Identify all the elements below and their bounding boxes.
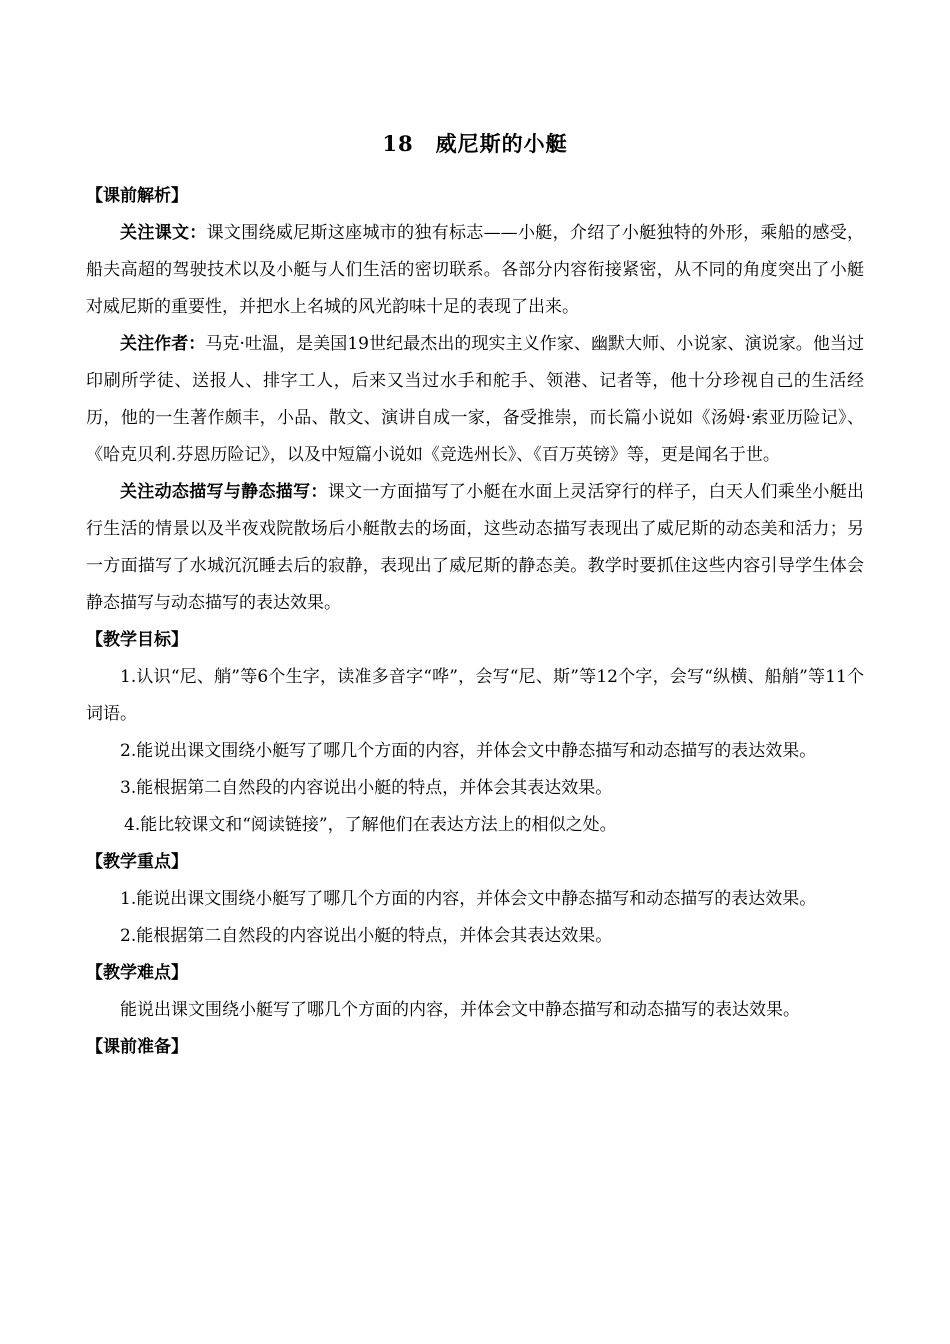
paragraph-description-focus — [86, 474, 864, 622]
section-heading-goals: 【教学目标】 — [86, 630, 188, 650]
label-description-focus: 关注动态描写与静态描写： — [120, 482, 328, 502]
description-focus-content: 课文一方面描写了小艇在水面上灵活穿行的样子，白天人们乘坐小艇出行生活的情景以及半夜戏院散场后小艇散去的场面，这些动态描写表现出了威尼斯的动态美和活力；另一方面描写了水城沉沉睡去后的寂静，表现出了威尼斯的静态美。教学时要抓住这些内容引导学生体会静态描写与动态描写的表达效果。 — [86, 482, 865, 613]
goal-item: 3.能根据第二自然段的内容说出小艇的特点，并体会其表达效果。 — [120, 778, 613, 798]
text-focus-content: 课文围绕威尼斯这座城市的独有标志——小艇，介绍了小艇独特的外形，乘船的感受，船夫高超的驾驶技术以及小艇与人们生活的密切联系。各部分内容衔接紧密，从不同的角度突出了小艇对威尼斯的重要性，并把水上名城的风光韵味十足的表现了出来。 — [86, 223, 865, 317]
goal-item: 2.能说出课文围绕小艇写了哪几个方面的内容，并体会文中静态描写和动态描写的表达效果。 — [120, 741, 817, 761]
key-point-item: 2.能根据第二自然段的内容说出小艇的特点，并体会其表达效果。 — [120, 926, 613, 946]
paragraph-text-focus — [86, 215, 864, 326]
label-author-focus: 关注作者： — [120, 334, 206, 354]
section-heading-preparation: 【课前准备】 — [86, 1037, 188, 1057]
key-point-item: 1.能说出课文围绕小艇写了哪几个方面的内容，并体会文中静态描写和动态描写的表达效果。 — [120, 889, 817, 909]
lesson-title: 威尼斯的小艇 — [435, 131, 568, 156]
goal-item: 4.能比较课文和“阅读链接”，了解他们在表达方法上的相似之处。 — [124, 815, 617, 835]
label-text-focus: 关注课文： — [120, 223, 207, 243]
lesson-number: 18 — [382, 131, 414, 156]
section-heading-key-points: 【教学重点】 — [86, 852, 188, 872]
section-heading-difficulties: 【教学难点】 — [86, 963, 188, 983]
section-heading-analysis: 【课前解析】 — [86, 186, 188, 206]
document-body — [86, 178, 864, 1066]
goal-item: 1.认识“尼、艄”等6个生字，读准多音字“哗”，会写“尼、斯”等12个字，会写“纵横、船艄”等11个词语。 — [86, 667, 864, 724]
page-title — [0, 128, 950, 158]
difficulty-text: 能说出课文围绕小艇写了哪几个方面的内容，并体会文中静态描写和动态描写的表达效果。 — [120, 1000, 800, 1020]
author-focus-content: 马克·吐温，是美国19世纪最杰出的现实主义作家、幽默大师、小说家、演说家。他当过印刷所学徒、送报人、排字工人，后来又当过水手和舵手、领港、记者等，他十分珍视自己的生活经历，他的一生著作颇丰，小品、散文、演讲自成一家，备受推崇，而长篇小说如《汤姆·索亚历险记》、《哈克贝利.芬恩历险记》，以及中短篇小说如《竞选州长》、《百万英镑》等，更是闻名于世。 — [86, 334, 864, 465]
paragraph-author-focus — [86, 326, 864, 474]
